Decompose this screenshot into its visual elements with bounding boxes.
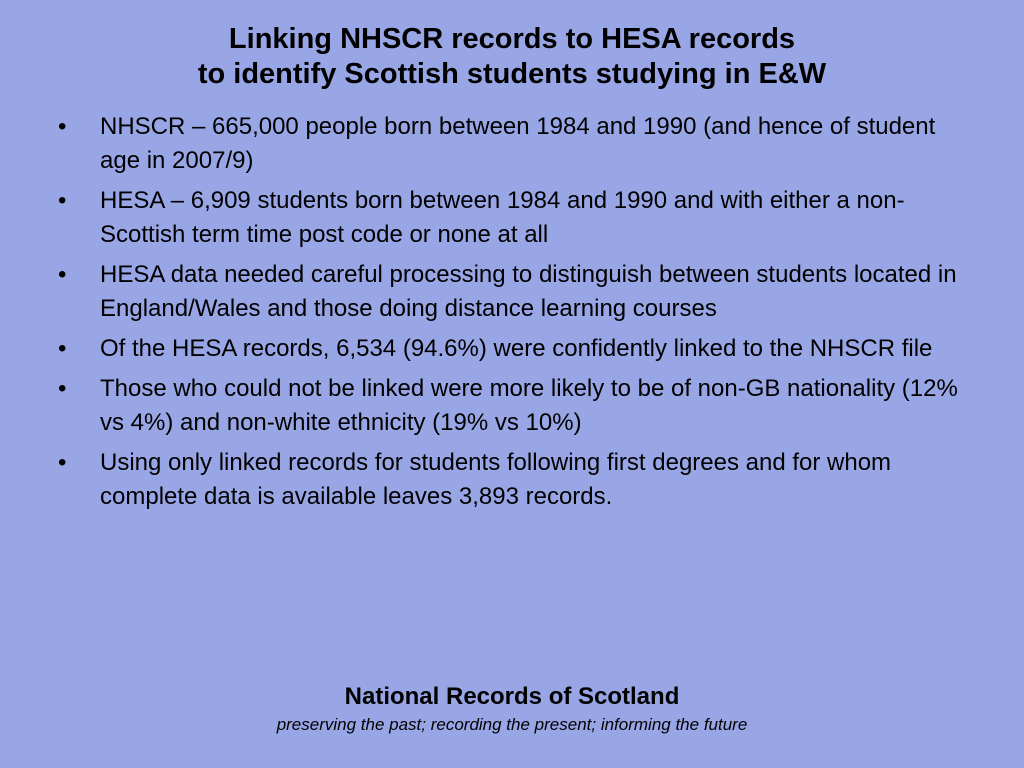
- bullet-dot-icon: •: [58, 449, 67, 476]
- slide-title: [0, 22, 1024, 92]
- bullet-dot-icon: •: [58, 375, 67, 402]
- bullet-item: [58, 372, 968, 440]
- bullet-text: NHSCR – 665,000 people born between 1984 and 1990 (and hence of student age in 2007/9): [100, 113, 936, 174]
- bullet-dot-icon: •: [58, 335, 67, 362]
- bullet-item: [58, 184, 968, 252]
- bullet-list: [58, 110, 968, 520]
- footer-organization: National Records of Scotland: [344, 683, 680, 710]
- bullet-text: HESA data needed careful processing to distinguish between students located in England/Wales and those doing distance learning courses: [100, 261, 957, 322]
- bullet-text: HESA – 6,909 students born between 1984 and 1990 and with either a non-Scottish term time post code or none at all: [100, 187, 905, 248]
- bullet-dot-icon: •: [58, 261, 67, 288]
- footer-tagline: preserving the past; recording the present; informing the future: [276, 715, 748, 734]
- footer: [0, 682, 1024, 738]
- slide-title-line-2: to identify Scottish students studying in E&W: [197, 58, 827, 90]
- bullet-item: [58, 446, 968, 514]
- bullet-text: Using only linked records for students following first degrees and for whom complete data is available leaves 3,893 records.: [100, 449, 892, 510]
- bullet-item: [58, 332, 968, 366]
- bullet-text: Of the HESA records, 6,534 (94.6%) were confidently linked to the NHSCR file: [100, 335, 933, 362]
- bullet-text: Those who could not be linked were more likely to be of non-GB nationality (12% vs 4%) and non-white ethnicity (19% vs 10%): [100, 375, 958, 436]
- bullet-dot-icon: •: [58, 113, 67, 140]
- bullet-item: [58, 110, 968, 178]
- bullet-dot-icon: •: [58, 187, 67, 214]
- bullet-item: [58, 258, 968, 326]
- slide-title-line-1: Linking NHSCR records to HESA records: [228, 23, 796, 55]
